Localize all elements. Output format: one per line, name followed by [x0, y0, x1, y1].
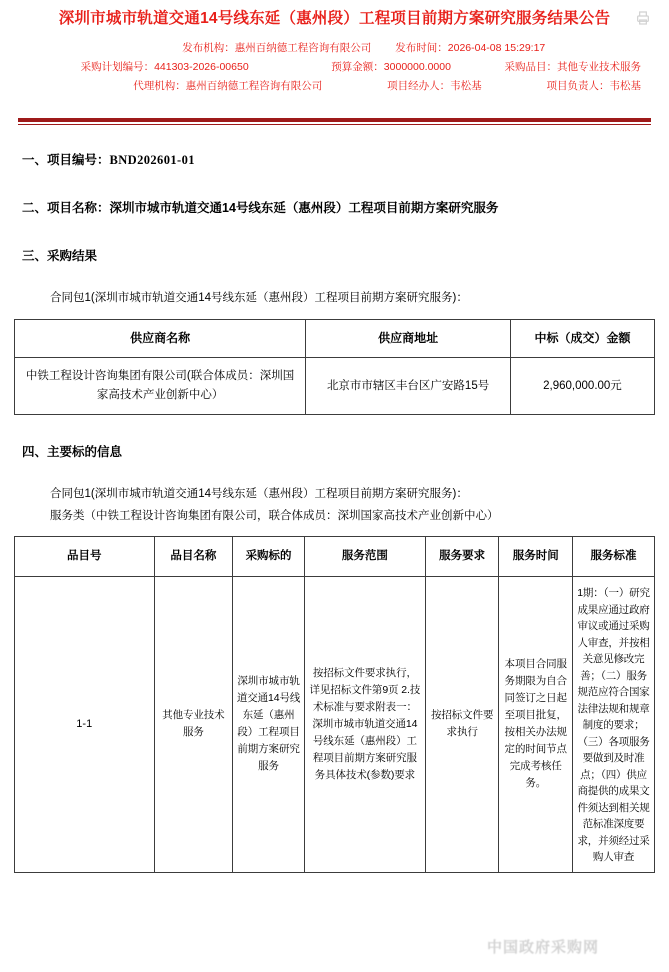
goods-requirement: 按招标文件要求执行 [425, 577, 499, 873]
table-row [15, 577, 655, 873]
supplier-col-amount: 中标（成交）金额 [510, 320, 654, 358]
meta-budget-label: 预算金额： [331, 61, 384, 73]
table-row [15, 358, 655, 415]
project-number-value: BND202601-01 [109, 153, 195, 167]
goods-standard: 1期：（一）研究成果应通过政府审议或通过采购人审查，并按相关意见修改完善；（二）服务规范应符合国家法律法规和规章制度的要求；（三）各项服务要做到及时准点；（四）供应商提供的成果文件须达到相关规范标准深度要求，并须经过采购人审查 [573, 577, 655, 873]
meta-owner-label: 项目负责人： [546, 80, 610, 92]
meta-plan-no-value: 441303-2026-00650 [154, 61, 249, 73]
section-project-name [22, 199, 655, 217]
spacer [14, 415, 655, 443]
meta-publisher-value: 惠州百纳德工程咨询有限公司 [234, 42, 372, 54]
meta-row-agency [28, 77, 641, 96]
meta-handler-label: 项目经办人： [387, 80, 451, 92]
supplier-table-header-row [15, 320, 655, 358]
section-procurement-result: 三、采购结果 [22, 249, 98, 263]
goods-col-item-name: 品目名称 [154, 537, 233, 577]
meta-category-value: 其他专业技术服务 [557, 61, 641, 73]
supplier-col-address: 供应商地址 [306, 320, 511, 358]
section-project-name-label: 二、项目名称： [22, 201, 110, 215]
meta-category-label: 采购品目： [504, 61, 557, 73]
meta-agency-label: 代理机构： [133, 80, 186, 92]
goods-col-item-no: 品目号 [15, 537, 155, 577]
page-title: 深圳市城市轨道交通14号线东延（惠州段）工程项目前期方案研究服务结果公告 [58, 10, 611, 27]
announcement-meta [0, 39, 669, 96]
section-main-subject-info: 四、主要标的信息 [22, 445, 123, 459]
meta-publish-time-label: 发布时间： [395, 42, 448, 54]
supplier-amount: 2,960,000.00元 [510, 358, 654, 415]
goods-col-requirement: 服务要求 [425, 537, 499, 577]
meta-category [451, 58, 641, 77]
meta-handler-value: 韦松基 [450, 80, 482, 92]
spacer [14, 217, 655, 247]
supplier-name: 中铁工程设计咨询集团有限公司(联合体成员：深圳国家高技术产业创新中心） [15, 358, 306, 415]
goods-item-no: 1-1 [15, 577, 155, 873]
subject-sub-line: 服务类（中铁工程设计咨询集团有限公司，联合体成员：深圳国家高技术产业创新中心） [50, 510, 499, 522]
meta-row-plan [28, 58, 641, 77]
site-watermark: 中国政府采购网 [487, 939, 600, 956]
goods-subject: 深圳市城市轨道交通14号线东延（惠州段）工程项目前期方案研究服务 [233, 577, 305, 873]
result-package-line: 合同包1(深圳市城市轨道交通14号线东延（惠州段）工程项目前期方案研究服务)： [50, 292, 468, 304]
section-project-number-label: 一、项目编号： [22, 153, 110, 167]
supplier-col-name: 供应商名称 [15, 320, 306, 358]
meta-owner [482, 77, 641, 96]
meta-handler [322, 77, 481, 96]
meta-plan-no-label: 采购计划编号： [80, 61, 155, 73]
red-divider [18, 118, 651, 125]
project-name-value: 深圳市城市轨道交通14号线东延（惠州段）工程项目前期方案研究服务 [109, 201, 499, 215]
divider-thin-bar [18, 124, 651, 125]
meta-agency [28, 77, 322, 96]
announcement-body [0, 151, 669, 873]
goods-col-scope: 服务范围 [304, 537, 425, 577]
meta-publish-time [395, 39, 641, 58]
meta-publisher [28, 39, 395, 58]
section-project-number [22, 151, 655, 169]
goods-col-subject: 采购标的 [233, 537, 305, 577]
meta-plan-no [28, 58, 249, 77]
subject-package-line: 合同包1(深圳市城市轨道交通14号线东延（惠州段）工程项目前期方案研究服务)： [50, 488, 468, 500]
goods-col-duration: 服务时间 [499, 537, 573, 577]
goods-col-standard: 服务标准 [573, 537, 655, 577]
meta-publisher-label: 发布机构： [182, 42, 235, 54]
goods-table [14, 536, 655, 873]
spacer [14, 265, 655, 287]
printer-icon[interactable] [635, 10, 651, 26]
supplier-table [14, 319, 655, 415]
meta-publish-time-value: 2026-04-08 15:29:17 [447, 42, 546, 54]
goods-table-header-row [15, 537, 655, 577]
meta-owner-value: 韦松基 [609, 80, 641, 92]
spacer [14, 169, 655, 199]
meta-budget [249, 58, 451, 77]
goods-scope: 按招标文件要求执行，详见招标文件第9页 2.技术标准与要求附表一：深圳市城市轨道交通14号线东延（惠州段）工程项目前期方案研究服务具体技术(参数)要求 [304, 577, 425, 873]
announcement-header [0, 0, 669, 96]
spacer [14, 461, 655, 483]
supplier-address: 北京市市辖区丰台区广安路15号 [306, 358, 511, 415]
meta-agency-value: 惠州百纳德工程咨询有限公司 [185, 80, 323, 92]
goods-duration: 本项目合同服务期限为自合同签订之日起至项目批复，按相关办法规定的时间节点完成考核任务。 [499, 577, 573, 873]
goods-item-name: 其他专业技术服务 [154, 577, 233, 873]
meta-budget-value: 3000000.0000 [383, 61, 451, 73]
meta-row-publish [28, 39, 641, 58]
